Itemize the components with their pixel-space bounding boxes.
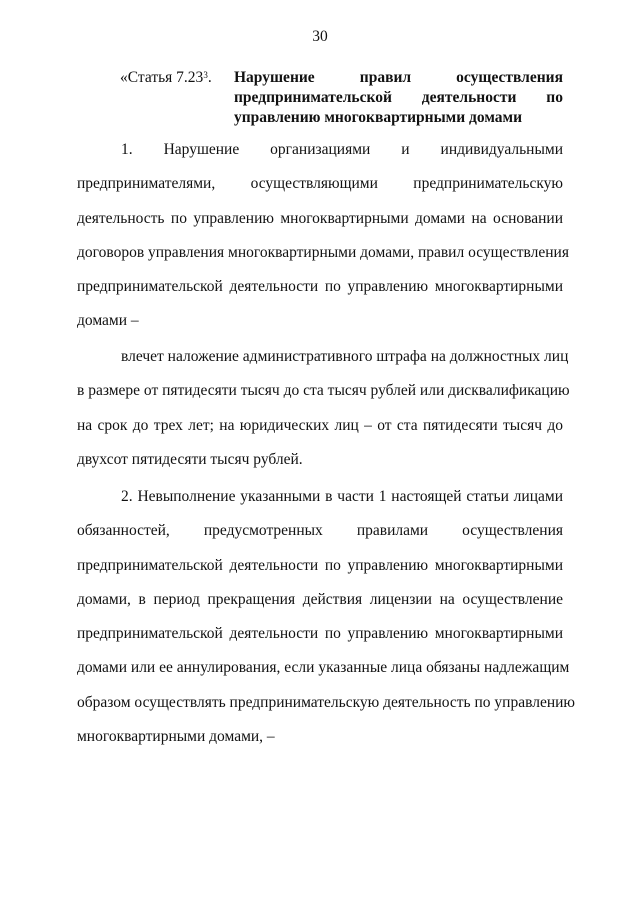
text-line: предпринимательской деятельности по управлению многоквартирными [77,278,563,296]
text-line: домами – [77,312,139,330]
text-line: двухсот пятидесяти тысяч рублей. [77,450,303,468]
text-line: предпринимателями, осуществляющими предпринимательскую [77,175,563,193]
text-line: предпринимательской деятельности по управлению многоквартирными [77,556,563,574]
text-line: образом осуществлять предпринимательскую деятельность по управлению [77,693,575,711]
article-title-line: Нарушение правил осуществления [234,69,563,86]
paragraph-part-1 [77,133,569,339]
text-line: домами или ее аннулирования, если указанные лица обязаны надлежащим [77,659,570,677]
page-number: 30 [312,28,328,45]
paragraph-part-2 [77,480,575,754]
paragraph-sanction-1 [77,340,570,477]
article-label-superscript: 3 [203,70,208,80]
text-line: 1. Нарушение организациями и индивидуальными [121,141,563,158]
text-line: предпринимательской деятельности по управлению многоквартирными [77,625,563,643]
text-line: договоров управления многоквартирными домами, правил осуществления [77,243,569,261]
article-title-line: управлению многоквартирными домами [234,109,523,126]
article-heading [120,68,563,128]
text-line: влечет наложение административного штрафа на должностных лиц [121,348,569,365]
article-label-end: . [207,69,212,86]
text-line: обязанностей, предусмотренных правилами осуществления [77,522,563,540]
article-number [120,68,234,128]
text-line: в размере от пятидесяти тысяч до ста тысяч рублей или дисквалификацию [77,382,570,400]
text-line: многоквартирными домами, – [77,728,275,746]
text-line: 2. Невыполнение указанными в части 1 настоящей статьи лицами [121,488,563,505]
article-title-line: предпринимательской деятельности по [234,89,563,106]
text-line: деятельность по управлению многоквартирными домами на основании [77,209,563,227]
text-line: на срок до трех лет; на юридических лиц – от ста пятидесяти тысяч до [77,416,563,434]
text-line: домами, в период прекращения действия лицензии на осуществление [77,590,563,608]
article-label: «Статья 7.23 [120,69,204,86]
article-title [234,68,563,128]
